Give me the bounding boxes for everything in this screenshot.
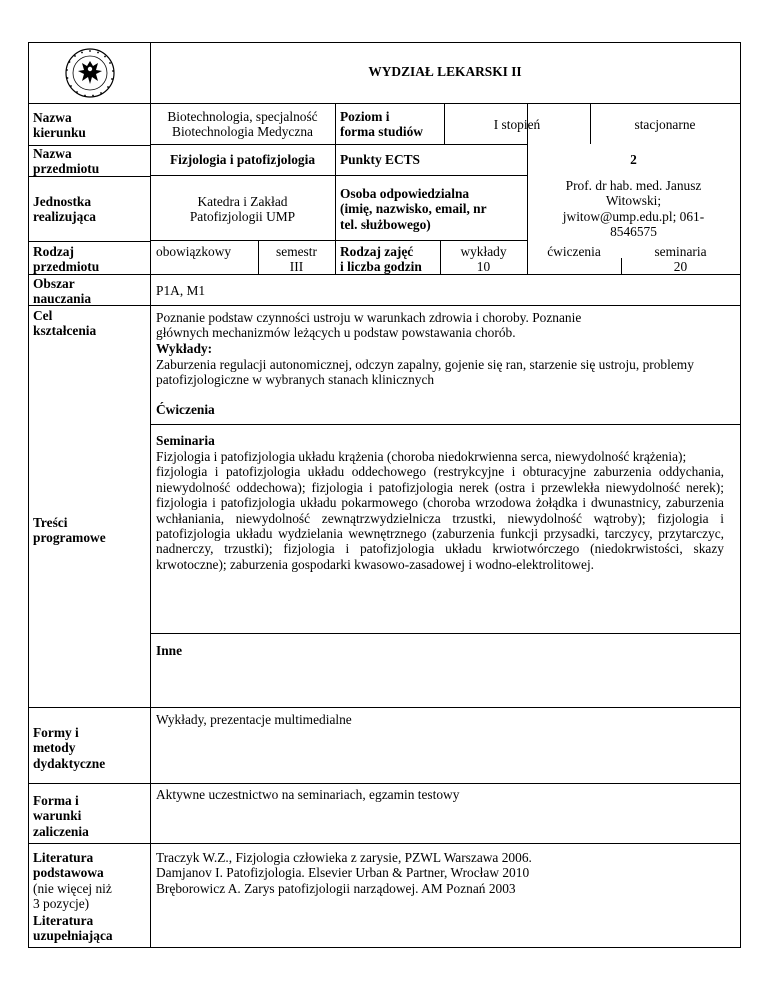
course-name-value: Fizjologia i patofizjologia	[169, 152, 316, 167]
university-seal-icon	[60, 47, 120, 99]
label-assessment: Forma i warunki zaliczenia	[33, 793, 89, 839]
label-program-content: Treści programowe	[33, 515, 106, 546]
semester-value: semestr III	[276, 244, 317, 275]
seminars-hours: seminaria 20	[654, 244, 707, 275]
row-divider	[28, 103, 740, 104]
table-border-right	[740, 42, 741, 948]
course-type-value: obowiązkowy	[156, 244, 232, 259]
basic-literature-list: Traczyk W.Z., Fizjologia człowieka z zarysie, PZWL Warszawa 2006. Damjanov I. Patofizjologia. Elsevier Urban & Partner, Wrocław 2010 Bręborowicz A. Zarys patofizjologii narządowej. AM Poznań 2003	[156, 850, 532, 896]
label-basic-literature: Literatura podstawowa	[33, 850, 104, 881]
label-course-name: Nazwa przedmiotu	[33, 146, 100, 177]
row-divider	[150, 424, 740, 425]
teaching-methods-value: Wykłady, prezentacje multimedialne	[156, 712, 352, 727]
row-divider	[28, 707, 740, 708]
label-field-of-study: Nazwa kierunku	[33, 110, 86, 141]
column-divider	[335, 103, 336, 274]
seminars-content: Fizjologia i patofizjologia układu krążenia (choroba niedokrwienna serca, niewydolność krążenia); fizjologia i patofizjologia układu oddechowego (restrykcyjne i obturacyjne zaburzenia oddychania, niewydolność oddechowa); fizjologia i patofizjologia nerek (ostra i przewlekła niewydolność nerek); fizjologia i patofizjologia układu pokarmowego (choroba wrzodowa żołądka i dwunastnicy, zaburzenia wchłaniania, niewydolność zewnątrzwydzielnicza trzustki, niewydolność wątroby); fizjologia i patofizjologia układu wydzielania wewnętrznego (zaburzenia funkcji przysadki, tarczycy, przytarczyc, nadnerczy, trzustki); fizjologia i patofizjologia układu krwiotwórczego (niedokrwistości, skazy krwotoczne); zaburzenia gospodarki kwasowo-zasadowej i wodno-elektrolitowej.	[156, 449, 724, 572]
label-level: Poziom i forma studiów	[340, 109, 423, 140]
row-divider	[150, 144, 527, 145]
responsible-person-value: Prof. dr hab. med. Janusz Witowski; jwitow@ump.edu.pl; 061- 8546575	[562, 178, 705, 240]
label-course-type: Rodzaj przedmiotu	[33, 244, 100, 275]
table-border-top	[28, 42, 740, 43]
label-unit: Jednostka realizująca	[33, 194, 96, 225]
row-divider	[150, 240, 527, 241]
exercises-label: ćwiczenia	[547, 244, 601, 259]
row-divider	[28, 843, 740, 844]
university-logo	[60, 47, 120, 99]
row-divider	[150, 633, 740, 634]
label-supplementary-literature: Literatura uzupełniająca	[33, 913, 113, 944]
label-goal: Cel kształcenia	[33, 308, 97, 339]
column-divider	[150, 42, 151, 948]
row-divider	[28, 241, 150, 242]
row-divider	[150, 175, 527, 176]
ects-value: 2	[630, 152, 637, 167]
row-divider	[28, 783, 740, 784]
label-teaching-methods: Formy i metody dydaktyczne	[33, 725, 106, 771]
lectures-content: Zaburzenia regulacji autonomicznej, odczyn zapalny, gojenie się ran, starzenie się ustroju, problemy patofizjologiczne w wybranych stanach klinicznych	[156, 357, 694, 388]
faculty-title: WYDZIAŁ LEKARSKI II	[368, 64, 522, 79]
other-heading: Inne	[156, 643, 183, 658]
label-ects: Punkty ECTS	[340, 152, 421, 167]
unit-value: Katedra i Zakład Patofizjologii UMP	[189, 194, 296, 225]
label-area: Obszar nauczania	[33, 276, 92, 307]
label-class-type: Rodzaj zajęć i liczba godzin	[340, 244, 422, 275]
exercises-heading: Ćwiczenia	[156, 402, 215, 417]
lectures-hours: wykłady 10	[460, 244, 507, 275]
table-border-left	[28, 42, 29, 948]
seminars-heading: Seminaria	[156, 433, 215, 448]
lectures-heading: Wykłady:	[156, 341, 213, 356]
level-value: I stopień	[493, 117, 541, 132]
assessment-value: Aktywne uczestnictwo na seminariach, egzamin testowy	[156, 787, 460, 802]
table-border-bottom	[28, 947, 740, 948]
label-responsible-person: Osoba odpowiedzialna (imię, nazwisko, email, nr tel. służbowego)	[340, 186, 487, 232]
study-form-value: stacjonarne	[634, 117, 696, 132]
goal-value: Poznanie podstaw czynności ustroju w warunkach zdrowia i choroby. Poznanie głównych mechanizmów leżących u podstaw powstawania chorób.	[156, 310, 582, 341]
area-value: P1A, M1	[156, 283, 206, 298]
label-basic-literature-note: (nie więcej niż 3 pozycje)	[33, 881, 112, 912]
field-of-study-value: Biotechnologia, specjalność Biotechnologia Medyczna	[167, 109, 318, 140]
